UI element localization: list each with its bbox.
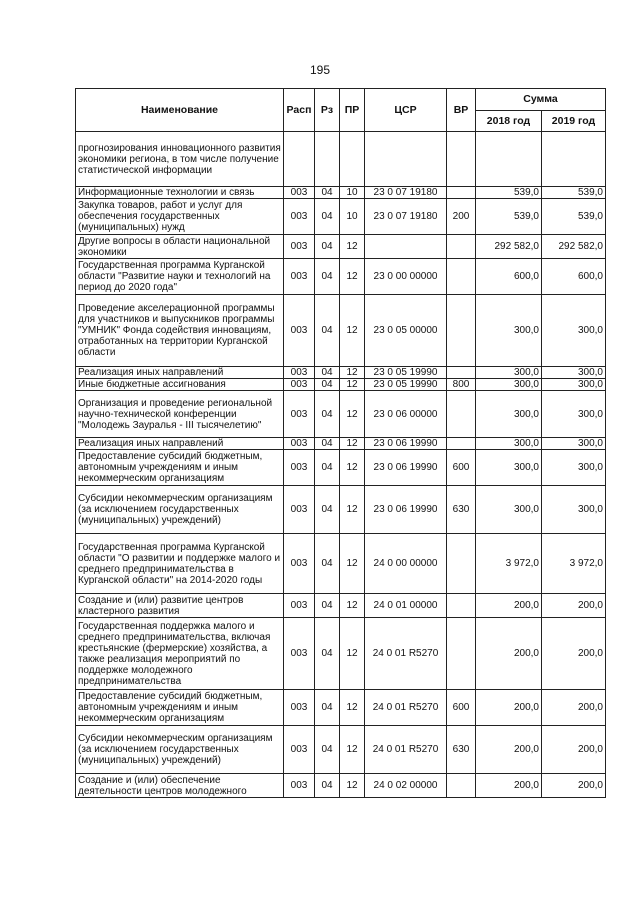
cell-y2018: 300,0: [476, 391, 542, 438]
cell-rz: 04: [315, 259, 340, 295]
cell-y2018: 200,0: [476, 690, 542, 726]
cell-rz: 04: [315, 774, 340, 798]
cell-csr: [365, 235, 447, 259]
cell-pr: 12: [340, 618, 365, 690]
cell-vr: 200: [447, 199, 476, 235]
cell-rasp: 003: [284, 379, 315, 391]
cell-y2019: [542, 132, 606, 187]
cell-csr: 24 0 01 R5270: [365, 726, 447, 774]
table-row: [76, 379, 606, 391]
cell-rasp: 003: [284, 618, 315, 690]
cell-y2019: 539,0: [542, 187, 606, 199]
cell-y2019: 300,0: [542, 367, 606, 379]
cell-y2018: 200,0: [476, 774, 542, 798]
cell-csr: 23 0 05 00000: [365, 295, 447, 367]
cell-name: Информационные технологии и связь: [76, 187, 284, 199]
header-rasp: Расп: [284, 89, 315, 132]
cell-y2018: 3 972,0: [476, 534, 542, 594]
cell-rz: 04: [315, 367, 340, 379]
cell-name: Субсидии некоммерческим организациям (за исключением государственных (муниципальных) учреждений): [76, 726, 284, 774]
cell-pr: 12: [340, 438, 365, 450]
cell-pr: 12: [340, 379, 365, 391]
table-row: [76, 438, 606, 450]
cell-name: Другие вопросы в области национальной экономики: [76, 235, 284, 259]
cell-csr: 23 0 06 00000: [365, 391, 447, 438]
cell-rasp: 003: [284, 438, 315, 450]
cell-vr: [447, 259, 476, 295]
cell-pr: 12: [340, 450, 365, 486]
table-body: [76, 132, 606, 798]
cell-rasp: 003: [284, 486, 315, 534]
cell-rz: 04: [315, 726, 340, 774]
cell-y2018: 300,0: [476, 486, 542, 534]
cell-pr: 12: [340, 295, 365, 367]
cell-pr: 12: [340, 726, 365, 774]
cell-name: Государственная программа Курганской области "О развитии и поддержке малого и среднего предпринимательства в Курганской области" на 2014-2020 годы: [76, 534, 284, 594]
cell-pr: 12: [340, 594, 365, 618]
cell-name: Реализация иных направлений: [76, 438, 284, 450]
cell-rz: 04: [315, 534, 340, 594]
budget-table: [75, 88, 606, 798]
cell-csr: 23 0 07 19180: [365, 187, 447, 199]
header-2019: 2019 год: [542, 111, 606, 132]
cell-y2019: 200,0: [542, 726, 606, 774]
cell-y2019: 292 582,0: [542, 235, 606, 259]
table-row: [76, 391, 606, 438]
cell-name: Реализация иных направлений: [76, 367, 284, 379]
cell-y2018: 300,0: [476, 295, 542, 367]
cell-name: Предоставление субсидий бюджетным, автономным учреждениям и иным некоммерческим организациям: [76, 690, 284, 726]
cell-csr: 23 0 06 19990: [365, 438, 447, 450]
cell-name: Государственная поддержка малого и среднего предпринимательства, включая крестьянские (фермерские) хозяйства, а также реализация мероприятий по поддержке молодежного предпринимательства: [76, 618, 284, 690]
cell-pr: 12: [340, 534, 365, 594]
cell-rz: 04: [315, 438, 340, 450]
cell-vr: 630: [447, 726, 476, 774]
table-row: [76, 774, 606, 798]
cell-rasp: 003: [284, 367, 315, 379]
table-row: [76, 295, 606, 367]
cell-rasp: 003: [284, 235, 315, 259]
cell-csr: 24 0 01 00000: [365, 594, 447, 618]
cell-rz: 04: [315, 199, 340, 235]
cell-rz: 04: [315, 450, 340, 486]
cell-vr: [447, 187, 476, 199]
cell-rasp: 003: [284, 534, 315, 594]
cell-y2019: 200,0: [542, 690, 606, 726]
cell-csr: 24 0 02 00000: [365, 774, 447, 798]
cell-y2018: 600,0: [476, 259, 542, 295]
cell-y2019: 200,0: [542, 774, 606, 798]
cell-pr: 10: [340, 187, 365, 199]
cell-name: Создание и (или) развитие центров кластерного развития: [76, 594, 284, 618]
cell-rz: 04: [315, 391, 340, 438]
cell-vr: [447, 774, 476, 798]
cell-rasp: 003: [284, 259, 315, 295]
table-row: [76, 199, 606, 235]
cell-vr: 630: [447, 486, 476, 534]
cell-pr: [340, 132, 365, 187]
page-number: 195: [309, 63, 331, 77]
cell-y2019: 300,0: [542, 391, 606, 438]
table-row: [76, 534, 606, 594]
cell-rasp: 003: [284, 295, 315, 367]
cell-name: Закупка товаров, работ и услуг для обеспечения государственных (муниципальных) нужд: [76, 199, 284, 235]
cell-y2019: 300,0: [542, 486, 606, 534]
cell-csr: 24 0 01 R5270: [365, 690, 447, 726]
cell-pr: 12: [340, 235, 365, 259]
cell-rasp: 003: [284, 594, 315, 618]
cell-rasp: [284, 132, 315, 187]
cell-y2018: 300,0: [476, 438, 542, 450]
cell-rasp: 003: [284, 391, 315, 438]
cell-vr: 600: [447, 690, 476, 726]
cell-name: Государственная программа Курганской области "Развитие науки и технологий на период до 2020 года": [76, 259, 284, 295]
cell-y2019: 539,0: [542, 199, 606, 235]
cell-y2018: 300,0: [476, 367, 542, 379]
cell-pr: 10: [340, 199, 365, 235]
cell-y2018: 200,0: [476, 618, 542, 690]
cell-csr: [365, 132, 447, 187]
cell-rz: 04: [315, 235, 340, 259]
cell-y2019: 300,0: [542, 379, 606, 391]
cell-y2019: 200,0: [542, 618, 606, 690]
cell-vr: [447, 391, 476, 438]
cell-rz: 04: [315, 618, 340, 690]
cell-pr: 12: [340, 259, 365, 295]
cell-name: Предоставление субсидий бюджетным, автономным учреждениям и иным некоммерческим организациям: [76, 450, 284, 486]
cell-csr: 24 0 01 R5270: [365, 618, 447, 690]
cell-vr: 600: [447, 450, 476, 486]
table-row: [76, 618, 606, 690]
cell-y2018: 200,0: [476, 594, 542, 618]
table-row: [76, 690, 606, 726]
cell-y2019: 300,0: [542, 295, 606, 367]
header-vr: ВР: [447, 89, 476, 132]
cell-name: прогнозирования инновационного развития экономики региона, в том числе получение статистической информации: [76, 132, 284, 187]
header-2018: 2018 год: [476, 111, 542, 132]
cell-rasp: 003: [284, 450, 315, 486]
cell-vr: [447, 534, 476, 594]
cell-y2019: 200,0: [542, 594, 606, 618]
cell-y2018: 292 582,0: [476, 235, 542, 259]
table-row: [76, 367, 606, 379]
table-row: [76, 450, 606, 486]
cell-y2018: 300,0: [476, 450, 542, 486]
cell-y2018: 200,0: [476, 726, 542, 774]
cell-csr: 23 0 06 19990: [365, 486, 447, 534]
table-row: [76, 235, 606, 259]
cell-pr: 12: [340, 367, 365, 379]
cell-pr: 12: [340, 391, 365, 438]
cell-name: Иные бюджетные ассигнования: [76, 379, 284, 391]
cell-csr: 23 0 06 19990: [365, 450, 447, 486]
cell-rz: 04: [315, 379, 340, 391]
cell-vr: 800: [447, 379, 476, 391]
cell-y2019: 300,0: [542, 438, 606, 450]
cell-rz: 04: [315, 690, 340, 726]
cell-pr: 12: [340, 486, 365, 534]
cell-csr: 23 0 05 19990: [365, 367, 447, 379]
cell-rz: 04: [315, 295, 340, 367]
cell-pr: 12: [340, 690, 365, 726]
header-pr: ПР: [340, 89, 365, 132]
cell-csr: 23 0 05 19990: [365, 379, 447, 391]
cell-rasp: 003: [284, 690, 315, 726]
cell-rz: 04: [315, 187, 340, 199]
cell-rasp: 003: [284, 774, 315, 798]
cell-y2018: 300,0: [476, 379, 542, 391]
cell-vr: [447, 438, 476, 450]
cell-vr: [447, 295, 476, 367]
header-sum: Сумма: [476, 89, 606, 111]
cell-name: Создание и (или) обеспечение деятельности центров молодежного: [76, 774, 284, 798]
table-row: [76, 132, 606, 187]
table-row: [76, 486, 606, 534]
cell-vr: [447, 594, 476, 618]
header-name: Наименование: [76, 89, 284, 132]
cell-rasp: 003: [284, 726, 315, 774]
cell-name: Организация и проведение региональной научно-технической конференции "Молодежь Зауралья - III тысячелетию": [76, 391, 284, 438]
table-row: [76, 187, 606, 199]
header-csr: ЦСР: [365, 89, 447, 132]
table-row: [76, 726, 606, 774]
table-row: [76, 259, 606, 295]
cell-y2019: 3 972,0: [542, 534, 606, 594]
cell-vr: [447, 235, 476, 259]
cell-y2018: 539,0: [476, 187, 542, 199]
cell-vr: [447, 618, 476, 690]
cell-csr: 23 0 07 19180: [365, 199, 447, 235]
cell-name: Проведение акселерационной программы для участников и выпускников программы "УМНИК" Фонда содействия инновациям, отработанных на территории Курганской области: [76, 295, 284, 367]
cell-rasp: 003: [284, 187, 315, 199]
cell-y2019: 600,0: [542, 259, 606, 295]
cell-csr: 24 0 00 00000: [365, 534, 447, 594]
cell-y2019: 300,0: [542, 450, 606, 486]
table-row: [76, 594, 606, 618]
cell-rz: 04: [315, 594, 340, 618]
cell-pr: 12: [340, 774, 365, 798]
cell-csr: 23 0 00 00000: [365, 259, 447, 295]
cell-vr: [447, 132, 476, 187]
header-rz: Рз: [315, 89, 340, 132]
cell-rz: 04: [315, 486, 340, 534]
cell-rz: [315, 132, 340, 187]
cell-vr: [447, 367, 476, 379]
cell-y2018: 539,0: [476, 199, 542, 235]
cell-name: Субсидии некоммерческим организациям (за исключением государственных (муниципальных) учреждений): [76, 486, 284, 534]
cell-rasp: 003: [284, 199, 315, 235]
cell-y2018: [476, 132, 542, 187]
